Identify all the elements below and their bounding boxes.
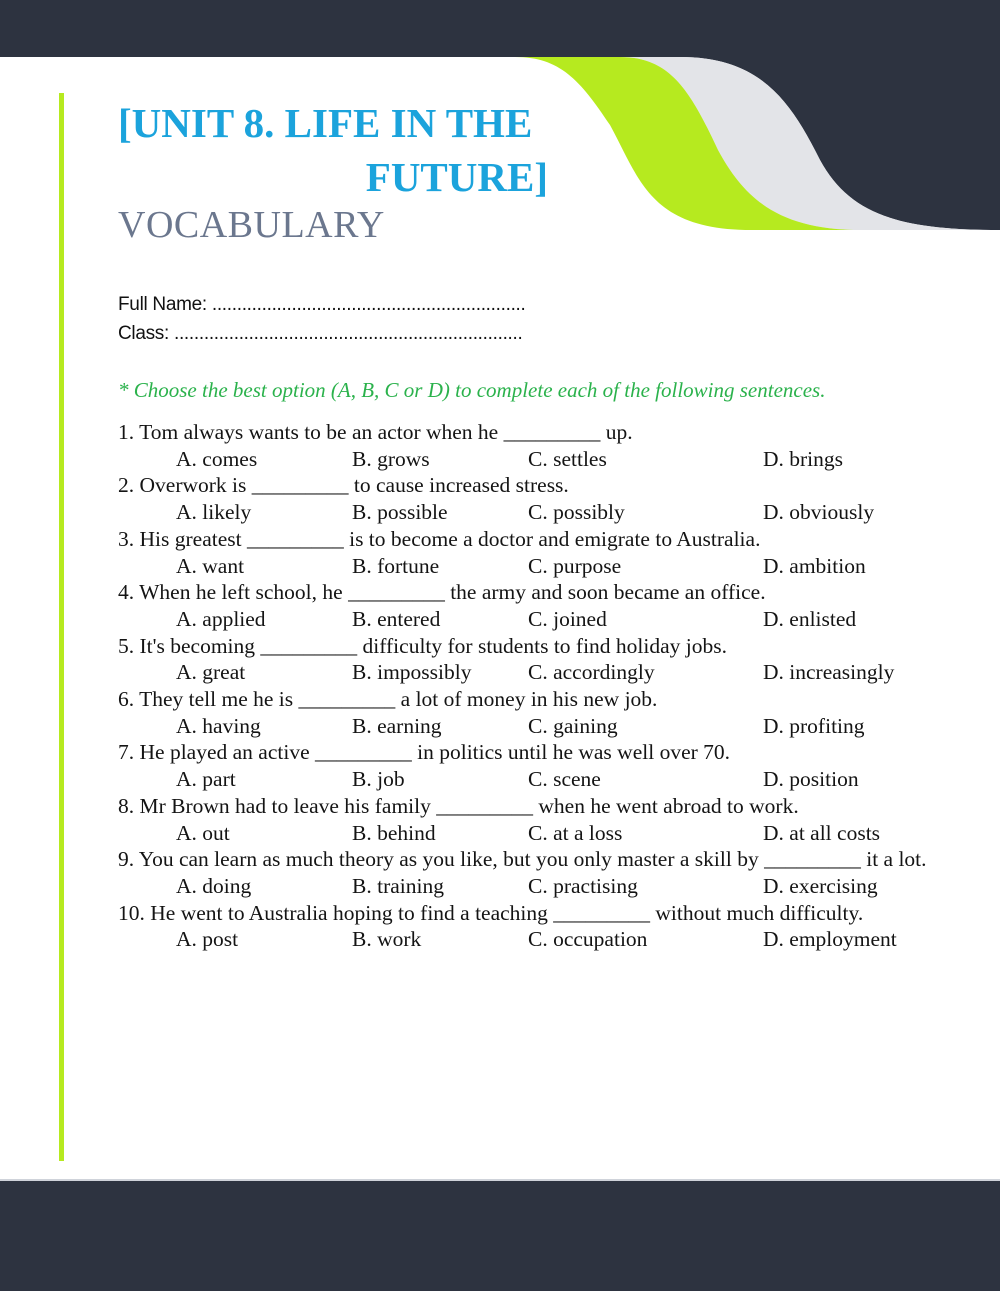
question-item xyxy=(118,793,963,846)
answer-option-c[interactable]: C. scene xyxy=(528,767,601,792)
answer-option-c[interactable]: C. accordingly xyxy=(528,660,655,685)
title-line-2: FUTURE] xyxy=(365,154,548,200)
answer-option-d[interactable]: D. brings xyxy=(763,446,844,471)
page-title xyxy=(118,96,548,204)
footer-band xyxy=(0,1181,1000,1291)
answer-options xyxy=(118,926,963,953)
question-item xyxy=(118,846,963,899)
answer-option-c[interactable]: C. at a loss xyxy=(528,820,623,845)
answer-option-a[interactable]: A. applied xyxy=(176,606,266,631)
answer-option-d[interactable]: D. obviously xyxy=(763,500,875,525)
answer-option-b[interactable]: B. training xyxy=(352,873,444,898)
answer-option-d[interactable]: D. at all costs xyxy=(763,820,881,845)
question-text: 4. When he left school, he _________ the army and soon became an office. xyxy=(118,580,766,605)
question-text: 10. He went to Australia hoping to find a teaching _________ without much difficulty. xyxy=(118,900,864,925)
question-item xyxy=(118,633,963,686)
section-subtitle: VOCABULARY xyxy=(118,204,385,246)
answer-option-a[interactable]: A. want xyxy=(176,553,245,578)
answer-option-d[interactable]: D. increasingly xyxy=(763,660,895,685)
class-field[interactable]: Class: ...................................................................... xyxy=(118,323,523,344)
answer-option-c[interactable]: C. occupation xyxy=(528,927,648,952)
full-name-field[interactable]: Full Name: ............................................................... xyxy=(118,294,526,315)
answer-option-c[interactable]: C. joined xyxy=(528,606,607,631)
answer-option-d[interactable]: D. ambition xyxy=(763,553,866,578)
question-item xyxy=(118,900,963,953)
question-list xyxy=(118,419,963,953)
question-item xyxy=(118,472,963,525)
answer-option-b[interactable]: B. possible xyxy=(352,500,448,525)
answer-option-d[interactable]: D. exercising xyxy=(763,873,878,898)
answer-options xyxy=(118,446,963,473)
answer-option-b[interactable]: B. fortune xyxy=(352,553,440,578)
answer-option-a[interactable]: A. post xyxy=(176,927,239,952)
answer-option-a[interactable]: A. likely xyxy=(176,500,252,525)
answer-option-b[interactable]: B. entered xyxy=(352,606,441,631)
answer-options xyxy=(118,873,963,900)
answer-option-d[interactable]: D. profiting xyxy=(763,713,865,738)
answer-option-a[interactable]: A. out xyxy=(176,820,230,845)
answer-option-d[interactable]: D. employment xyxy=(763,927,897,952)
left-accent-rule xyxy=(59,93,64,1161)
answer-option-b[interactable]: B. impossibly xyxy=(352,660,472,685)
question-text: 9. You can learn as much theory as you like, but you only master a skill by _________ it a lot. xyxy=(118,847,927,872)
answer-option-a[interactable]: A. comes xyxy=(176,446,258,471)
answer-option-d[interactable]: D. position xyxy=(763,767,859,792)
answer-options xyxy=(118,766,963,793)
answer-option-b[interactable]: B. job xyxy=(352,767,405,792)
question-text: 5. It's becoming _________ difficulty for students to find holiday jobs. xyxy=(118,633,728,658)
question-text: 1. Tom always wants to be an actor when he _________ up. xyxy=(118,420,633,444)
answer-option-d[interactable]: D. enlisted xyxy=(763,606,857,631)
instruction-text: * Choose the best option (A, B, C or D) to complete each of the following sentences. xyxy=(118,378,826,402)
question-item xyxy=(118,526,963,579)
answer-options xyxy=(118,820,963,847)
answer-option-b[interactable]: B. behind xyxy=(352,820,436,845)
question-item xyxy=(118,686,963,739)
answer-option-c[interactable]: C. purpose xyxy=(528,553,622,578)
answer-options xyxy=(118,553,963,580)
answer-options xyxy=(118,606,963,633)
answer-option-a[interactable]: A. great xyxy=(176,660,246,685)
question-text: 2. Overwork is _________ to cause increased stress. xyxy=(118,473,569,498)
question-text: 7. He played an active _________ in politics until he was well over 70. xyxy=(118,740,731,765)
question-item xyxy=(118,739,963,792)
answer-option-a[interactable]: A. having xyxy=(176,713,261,738)
answer-option-b[interactable]: B. earning xyxy=(352,713,442,738)
question-text: 6. They tell me he is _________ a lot of money in his new job. xyxy=(118,687,658,712)
answer-options xyxy=(118,499,963,526)
answer-option-c[interactable]: C. settles xyxy=(528,446,607,471)
question-text: 3. His greatest _________ is to become a doctor and emigrate to Australia. xyxy=(118,526,761,551)
question-item xyxy=(118,579,963,632)
answer-option-b[interactable]: B. work xyxy=(352,927,422,952)
answer-option-b[interactable]: B. grows xyxy=(352,446,430,471)
question-item xyxy=(118,419,963,472)
answer-option-a[interactable]: A. doing xyxy=(176,873,252,898)
answer-options xyxy=(118,659,963,686)
answer-option-a[interactable]: A. part xyxy=(176,767,236,792)
answer-option-c[interactable]: C. possibly xyxy=(528,500,625,525)
answer-option-c[interactable]: C. practising xyxy=(528,873,638,898)
answer-options xyxy=(118,713,963,740)
question-text: 8. Mr Brown had to leave his family _________ when he went abroad to work. xyxy=(118,793,799,818)
title-line-1: [UNIT 8. LIFE IN THE xyxy=(118,100,533,146)
answer-option-c[interactable]: C. gaining xyxy=(528,713,618,738)
